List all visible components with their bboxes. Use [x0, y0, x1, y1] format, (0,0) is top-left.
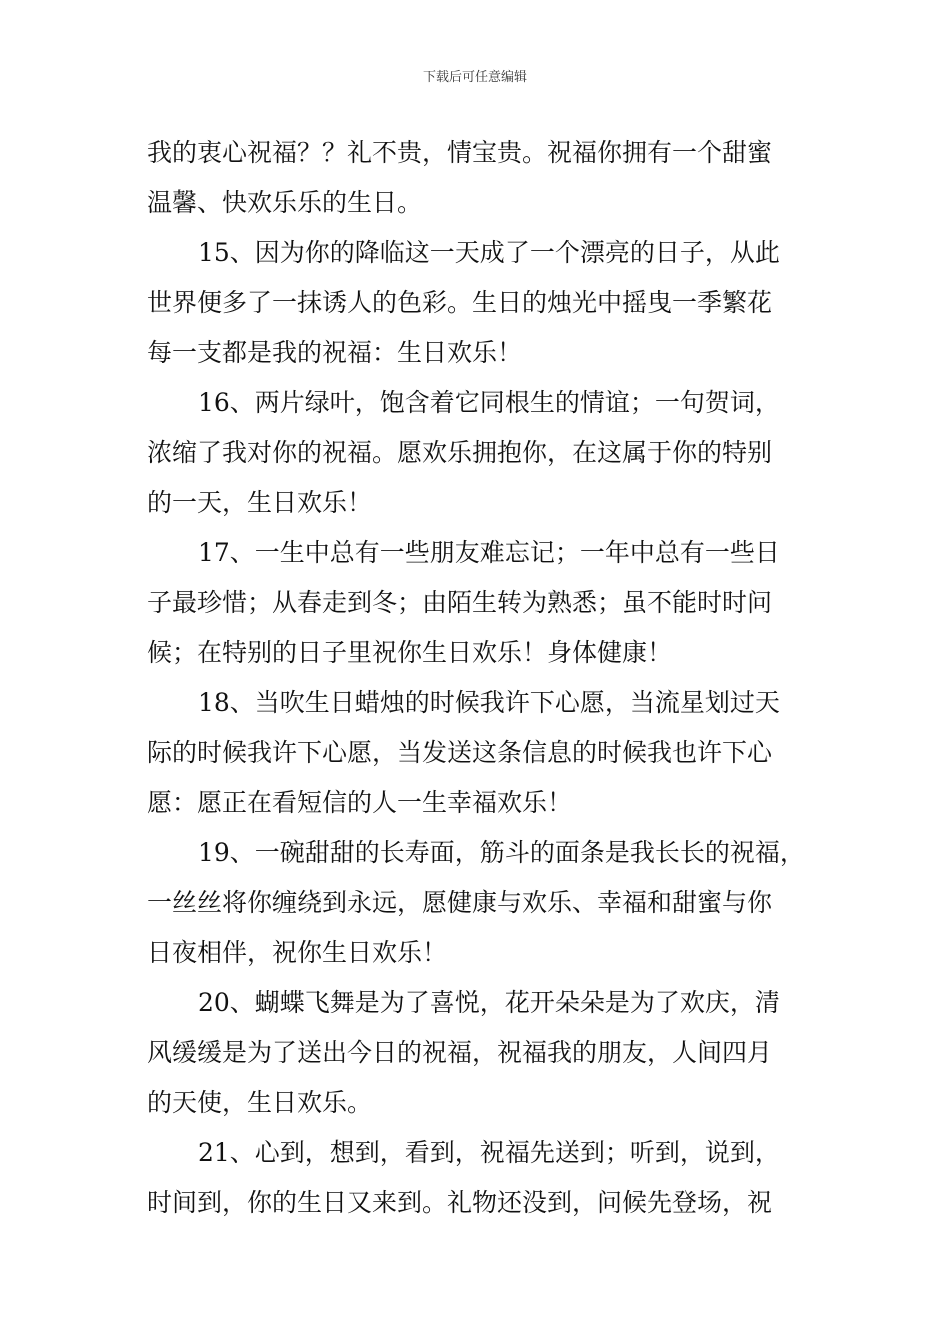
paragraph-line: 19、一碗甜甜的长寿面，筋斗的面条是我长长的祝福，	[198, 838, 805, 867]
paragraph-line: 候；在特别的日子里祝你生日欢乐！身体健康！	[147, 638, 673, 667]
paragraph-line: 的一天，生日欢乐！	[147, 488, 373, 517]
paragraph-line: 20、蝴蝶飞舞是为了喜悦，花开朵朵是为了欢庆，清	[198, 988, 780, 1017]
paragraph-line: 时间到，你的生日又来到。礼物还没到，问候先登场，祝	[147, 1188, 773, 1217]
paragraph-line: 我的衷心祝福？？礼不贵，情宝贵。祝福你拥有一个甜蜜	[147, 138, 773, 167]
paragraph-line: 世界便多了一抹诱人的色彩。生日的烛光中摇曳一季繁花	[147, 288, 773, 317]
document-body	[147, 128, 817, 1228]
paragraph-line: 日夜相伴，祝你生日欢乐！	[147, 938, 448, 967]
paragraph-line: 18、当吹生日蜡烛的时候我许下心愿，当流星划过天	[198, 688, 780, 717]
paragraph-line: 温馨、快欢乐乐的生日。	[147, 188, 423, 217]
paragraph-line: 15、因为你的降临这一天成了一个漂亮的日子，从此	[198, 238, 780, 267]
paragraph-line: 的天使，生日欢乐。	[147, 1088, 373, 1117]
paragraph-line: 21、心到，想到，看到，祝福先送到；听到，说到，	[198, 1138, 780, 1167]
paragraph-line: 17、一生中总有一些朋友难忘记；一年中总有一些日	[198, 538, 780, 567]
paragraph-line: 际的时候我许下心愿，当发送这条信息的时候我也许下心	[147, 738, 773, 767]
paragraph-line: 每一支都是我的祝福：生日欢乐！	[147, 338, 523, 367]
page-header: 下载后可任意编辑	[422, 70, 527, 85]
paragraph-line: 愿：愿正在看短信的人一生幸福欢乐！	[147, 788, 573, 817]
paragraph-line: 一丝丝将你缠绕到永远，愿健康与欢乐、幸福和甜蜜与你	[147, 888, 773, 917]
paragraph-line: 16、两片绿叶，饱含着它同根生的情谊；一句贺词，	[198, 388, 780, 417]
paragraph-line: 风缓缓是为了送出今日的祝福，祝福我的朋友，人间四月	[147, 1038, 773, 1067]
paragraph-line: 子最珍惜；从春走到冬；由陌生转为熟悉；虽不能时时问	[147, 588, 773, 617]
paragraph-line: 浓缩了我对你的祝福。愿欢乐拥抱你，在这属于你的特别	[147, 438, 773, 467]
